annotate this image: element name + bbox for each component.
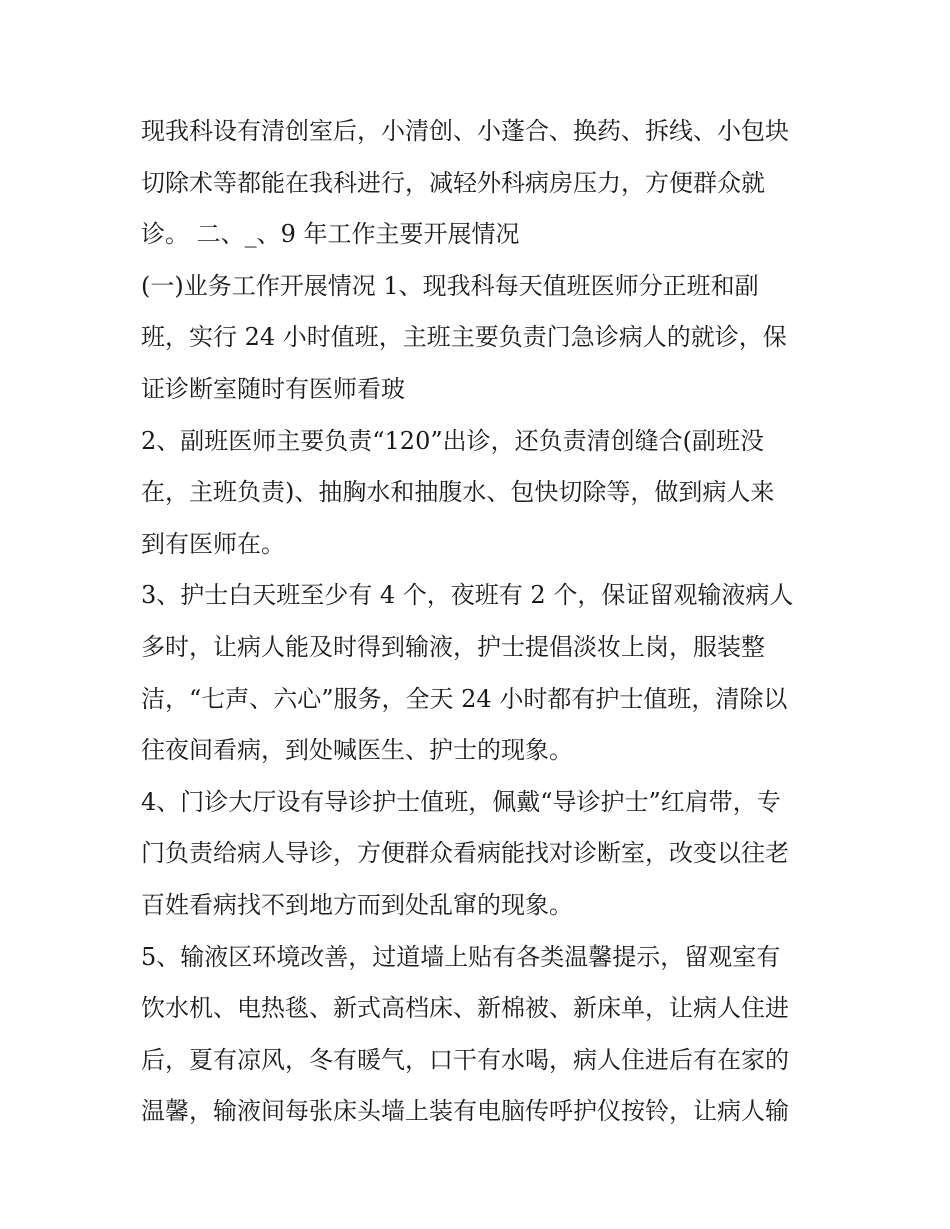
text-line: 门负责给病人导诊，方便群众看病能找对诊断室，改变以往老 [141, 839, 789, 868]
text-line: 温馨，输液间每张床头墙上装有电脑传呼护仪按铃，让病人输 [141, 1097, 789, 1126]
text-line: 4、门诊大厅设有导诊护士值班，佩戴“导诊护士”红肩带，专 [141, 787, 781, 816]
text-line: 2、副班医师主要负责“120”出诊，还负责清创缝合(副班没 [141, 426, 764, 455]
text-line: 到有医师在。 [141, 529, 285, 558]
text-line: 诊。 二、_、9 年工作主要开展情况 [141, 220, 520, 249]
text-line: 后，夏有凉风，冬有暖气，口干有水喝，病人住进后有在家的 [141, 1045, 789, 1074]
text-line: 洁，“七声、六心”服务，全天 24 小时都有护士值班，清除以 [141, 684, 788, 713]
text-line: 百姓看病找不到地方而到处乱窜的现象。 [141, 890, 573, 919]
text-line: 5、输液区环境改善，过道墙上贴有各类温馨提示，留观室有 [141, 942, 781, 971]
text-line: 现我科设有清创室后，小清创、小蓬合、换药、拆线、小包块 [141, 117, 789, 145]
text-line: 切除术等都能在我科进行，减轻外科病房压力，方便群众就 [141, 168, 765, 197]
text-line: 往夜间看病，到处喊医生、护士的现象。 [141, 736, 573, 765]
text-line: 证诊断室随时有医师看玻 [141, 374, 405, 403]
text-line: (一)业务工作开展情况 1、现我科每天值班医师分正班和副 [141, 271, 759, 300]
text-line: 在，主班负责)、抽胸水和抽腹水、包快切除等，做到病人来 [141, 478, 775, 507]
text-line: 多时，让病人能及时得到输液，护士提倡淡妆上岗，服装整 [141, 632, 765, 661]
text-line: 班，实行 24 小时值班，主班主要负责门急诊病人的就诊，保 [141, 323, 787, 352]
text-line: 饮水机、电热毯、新式高档床、新棉被、新床单，让病人住进 [141, 994, 789, 1023]
body-text [141, 106, 831, 1138]
text-line: 3、护士白天班至少有 4 个，夜班有 2 个，保证留观输液病人 [141, 581, 794, 610]
